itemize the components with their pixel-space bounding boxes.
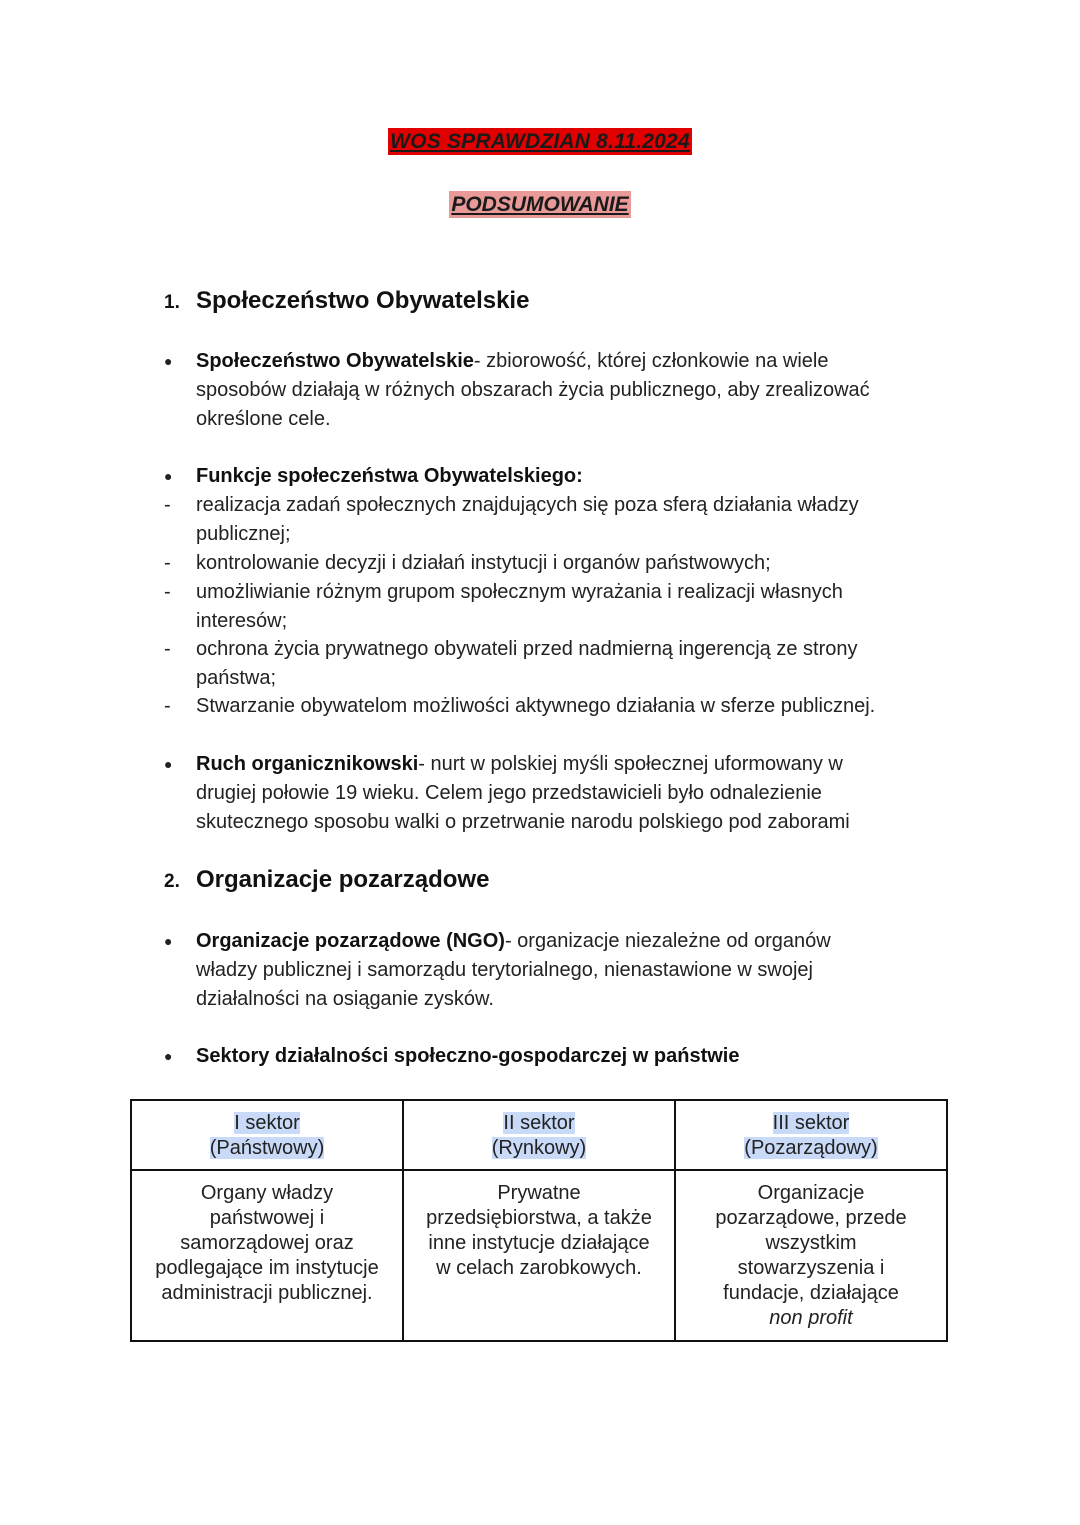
- dash-icon: -: [164, 695, 171, 717]
- sector-type: (Pozarządowy): [744, 1137, 878, 1159]
- table-cell: [403, 1170, 675, 1341]
- ngo-line1: - organizacje niezależne od organów: [504, 930, 831, 952]
- ngo-line2: władzy publicznej i samorządu terytorialnego, nienastawione w swojej: [196, 959, 813, 981]
- cell-line: pozarządowe, przede: [715, 1207, 907, 1229]
- functions-title: Funkcje społeczeństwa Obywatelskiego:: [196, 465, 583, 487]
- organic-line3: skutecznego sposobu walki o przetrwanie narodu polskiego pod zaborami: [196, 811, 850, 833]
- sector-type: (Rynkowy): [491, 1137, 587, 1159]
- bullet-icon: ●: [164, 756, 173, 772]
- section1-title: Społeczeństwo Obywatelskie: [196, 287, 530, 314]
- function-item-line: ochrona życia prywatnego obywateli przed nadmierną ingerencją ze strony: [196, 638, 858, 660]
- cell-line: Prywatne: [497, 1182, 581, 1204]
- table-header-row: [131, 1100, 947, 1170]
- dash-icon: -: [164, 581, 171, 603]
- ngo-term: Organizacje pozarządowe (NGO): [196, 930, 505, 952]
- section2-title: Organizacje pozarządowe: [196, 866, 490, 893]
- summary-title-line: [0, 193, 1080, 217]
- function-item-line: państwa;: [196, 667, 277, 689]
- function-item-line: kontrolowanie decyzji i działań instytucji i organów państwowych;: [196, 552, 771, 574]
- cell-line: w celach zarobkowych.: [436, 1257, 642, 1279]
- test-title-line: [0, 130, 1080, 154]
- sectors-title: Sektory działalności społeczno-gospodarczej w państwie: [196, 1045, 740, 1067]
- table-cell: [131, 1170, 403, 1341]
- section2-heading: [164, 866, 489, 894]
- cell-line: stowarzyszenia i: [737, 1257, 885, 1279]
- definition-line3: określone cele.: [196, 408, 331, 430]
- cell-line: Organizacje: [757, 1182, 865, 1204]
- definition-line1: - zbiorowość, której członkowie na wiele: [473, 350, 829, 372]
- function-item-line: interesów;: [196, 610, 288, 632]
- definition-term: Społeczeństwo Obywatelskie: [196, 350, 474, 372]
- cell-line: administracji publicznej.: [161, 1282, 373, 1304]
- section1-number: 1.: [164, 292, 180, 313]
- dash-icon: -: [164, 552, 171, 574]
- cell-line: samorządowej oraz: [180, 1232, 354, 1254]
- bullet-icon: ●: [164, 1048, 173, 1064]
- cell-line: Organy władzy: [200, 1182, 334, 1204]
- cell-line: fundacje, działające: [723, 1282, 899, 1304]
- dash-icon: -: [164, 638, 171, 660]
- sectors-table: [130, 1099, 948, 1342]
- function-item-line: Stwarzanie obywatelom możliwości aktywnego działania w sferze publicznej.: [196, 695, 876, 717]
- function-item-line: umożliwianie różnym grupom społecznym wyrażania i realizacji własnych: [196, 581, 843, 603]
- sector-type: (Państwowy): [209, 1137, 325, 1159]
- bullet-icon: ●: [164, 468, 173, 484]
- cell-line: przedsiębiorstwa, a także: [426, 1207, 652, 1229]
- test-title: WOS SPRAWDZIAN 8.11.2024: [390, 130, 690, 153]
- sector-name: II sektor: [503, 1112, 575, 1134]
- sector-name: I sektor: [234, 1112, 300, 1134]
- table-header-cell: [675, 1100, 947, 1170]
- organic-term: Ruch organicznikowski: [196, 753, 419, 775]
- definition-line2: sposobów działają w różnych obszarach życia publicznego, aby zrealizować: [196, 379, 870, 401]
- cell-line-italic: non profit: [769, 1307, 853, 1329]
- cell-line: państwowej i: [209, 1207, 325, 1229]
- organic-line1: - nurt w polskiej myśli społecznej uformowany w: [418, 753, 843, 775]
- function-item-line: publicznej;: [196, 523, 291, 545]
- cell-line: podlegające im instytucje: [155, 1257, 379, 1279]
- ngo-line3: działalności na osiąganie zysków.: [196, 988, 494, 1010]
- section2-number: 2.: [164, 871, 180, 892]
- sector-name: III sektor: [772, 1112, 850, 1134]
- bullet-icon: ●: [164, 353, 173, 369]
- table-cell: [675, 1170, 947, 1341]
- cell-line: wszystkim: [765, 1232, 857, 1254]
- cell-line: inne instytucje działające: [428, 1232, 650, 1254]
- summary-title: PODSUMOWANIE: [451, 193, 629, 216]
- table-header-cell: [403, 1100, 675, 1170]
- function-item-line: realizacja zadań społecznych znajdujących się poza sferą działania władzy: [196, 494, 859, 516]
- table-body-row: [131, 1170, 947, 1341]
- bullet-icon: ●: [164, 933, 173, 949]
- table-header-cell: [131, 1100, 403, 1170]
- section1-heading: [164, 287, 529, 315]
- dash-icon: -: [164, 494, 171, 516]
- organic-line2: drugiej połowie 19 wieku. Celem jego przedstawicieli było odnalezienie: [196, 782, 822, 804]
